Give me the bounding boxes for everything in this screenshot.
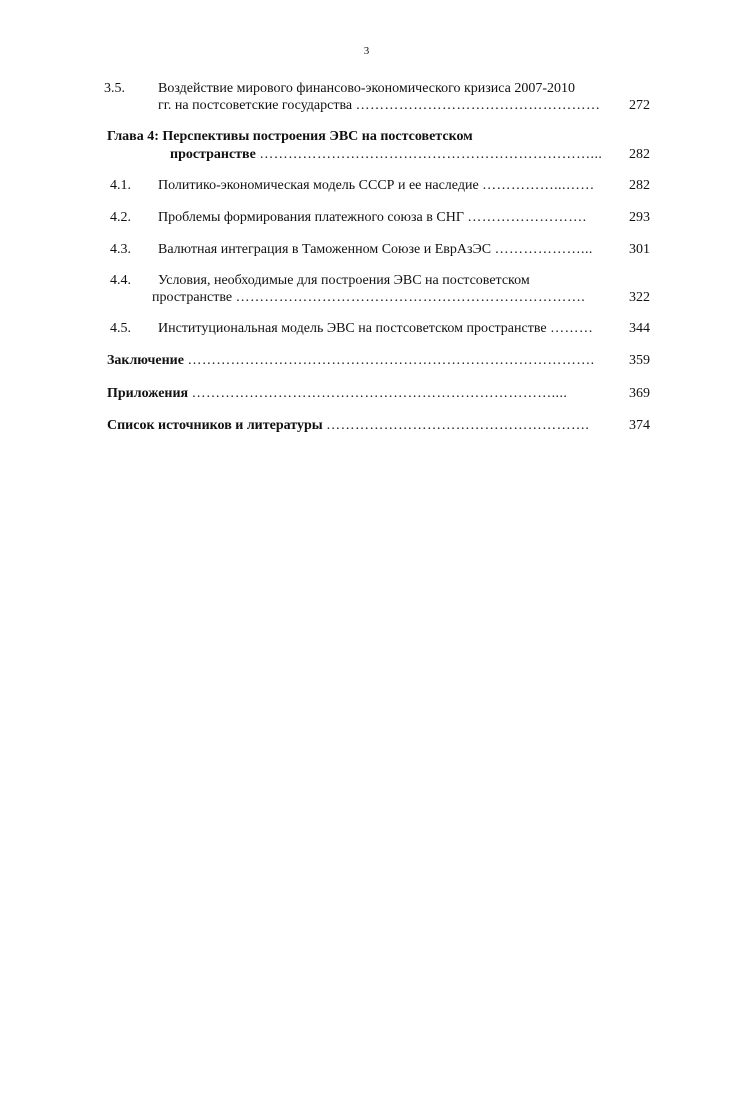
toc-entry-3-5-number: 3.5. <box>104 81 125 96</box>
toc-entry-4-2-leader: ……………………. <box>467 210 587 225</box>
toc-entry-4-5-number: 4.5. <box>110 321 131 336</box>
toc-conclusion-page: 359 <box>629 353 650 368</box>
toc-entry-4-1-title <box>158 177 595 195</box>
toc-entry-4-4-page: 322 <box>629 290 650 305</box>
toc-entry-3-5-page: 272 <box>629 98 650 113</box>
toc-entry-3-5-title-line2 <box>158 97 600 115</box>
toc-entry-4-2-page: 293 <box>629 210 650 225</box>
toc-chapter-4-leader: ……………………………………………………………... <box>259 147 603 162</box>
toc-chapter-4-title-text: пространстве <box>170 147 256 162</box>
toc-chapter-4-page: 282 <box>629 147 650 162</box>
toc-entry-3-5-title-line1: Воздействие мирового финансово-экономического кризиса 2007-2010 <box>158 81 576 96</box>
toc-entry-4-4-number: 4.4. <box>110 273 131 288</box>
toc-entry-4-1-title-text: Политико-экономическая модель СССР и ее наследие <box>158 178 479 193</box>
toc-entry-4-5-leader: ……… <box>550 321 594 336</box>
toc-entry-4-2-number: 4.2. <box>110 210 131 225</box>
toc-entry-4-3-page: 301 <box>629 242 650 257</box>
toc-entry-4-3-number: 4.3. <box>110 242 131 257</box>
toc-entry-3-5-title-text: гг. на постсоветские государства <box>158 98 353 113</box>
toc-entry-3-5-leader: …………………………………………… <box>355 98 601 113</box>
toc-conclusion-leader: …………………………………………………………………………. <box>187 353 595 368</box>
toc-entry-4-4-title-line1: Условия, необходимые для построения ЭВС на постсоветском <box>158 273 530 288</box>
toc-references <box>107 417 589 435</box>
toc-entry-4-4-leader: ………………………………………………………………. <box>235 290 586 305</box>
toc-entry-4-3-title <box>158 241 593 259</box>
toc-references-leader: ………………………………………………. <box>326 418 590 433</box>
toc-appendices-page: 369 <box>629 386 650 401</box>
toc-entry-4-3-leader: ………………... <box>494 242 593 257</box>
toc-entry-4-1-leader: ……………...…… <box>482 178 595 193</box>
toc-entry-4-5-title <box>158 320 593 338</box>
toc-entry-4-1-number: 4.1. <box>110 178 131 193</box>
toc-references-page: 374 <box>629 418 650 433</box>
toc-entry-4-2-title <box>158 209 587 227</box>
toc-conclusion <box>107 352 595 370</box>
toc-references-title: Список источников и литературы <box>107 418 323 433</box>
toc-entry-4-5-page: 344 <box>629 321 650 336</box>
toc-appendices <box>107 385 567 403</box>
toc-entry-4-1-page: 282 <box>629 178 650 193</box>
toc-appendices-title: Приложения <box>107 386 189 401</box>
toc-entry-4-3-title-text: Валютная интеграция в Таможенном Союзе и ЕврАзЭС <box>158 242 492 257</box>
toc-entry-4-4-title-text: пространстве <box>152 290 233 305</box>
page-number: 3 <box>363 45 370 57</box>
toc-conclusion-title: Заключение <box>107 353 184 368</box>
toc-entry-4-4-title-line2 <box>152 289 585 307</box>
toc-chapter-4-title-line2 <box>170 146 602 164</box>
toc-entry-4-2-title-text: Проблемы формирования платежного союза в СНГ <box>158 210 464 225</box>
toc-chapter-4-title-line1: Глава 4: Перспективы построения ЭВС на постсоветском <box>107 129 473 144</box>
toc-entry-4-5-title-text: Институциональная модель ЭВС на постсоветском пространстве <box>158 321 547 336</box>
toc-appendices-leader: ………………………………………………………………….... <box>191 386 568 401</box>
